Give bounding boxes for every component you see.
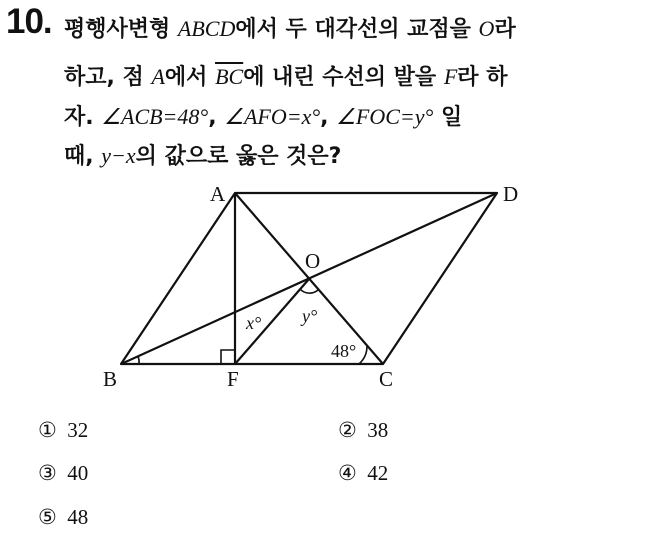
choice-mark: ①	[38, 418, 57, 442]
angle-label-48: 48°	[331, 341, 357, 361]
text: 일	[433, 105, 463, 130]
point-label-d: D	[503, 182, 519, 206]
choice-value: 42	[367, 461, 389, 485]
text: 라 하	[457, 65, 508, 90]
point-label-a: A	[210, 182, 226, 206]
math-angle-afo: ∠AFO=x°	[224, 104, 321, 129]
text: 라	[494, 17, 516, 42]
choice-1[interactable]	[38, 418, 88, 443]
right-angle-marker	[221, 350, 235, 364]
math-o: O	[478, 16, 495, 41]
angle-arc-y	[300, 289, 318, 293]
text: 에서	[164, 65, 216, 90]
text: 의 값으로 옳은 것은?	[135, 144, 342, 169]
text: 자.	[64, 105, 102, 130]
angle-label-y: y°	[302, 306, 318, 326]
text: 에 내린 수선의 발을	[243, 65, 444, 90]
point-label-f: F	[227, 367, 239, 391]
angle-arc-48	[359, 346, 367, 364]
choice-mark: ⑤	[38, 505, 57, 529]
point-label-c: C	[379, 367, 394, 391]
point-label-b: B	[103, 367, 118, 391]
angle-arc-b	[138, 356, 139, 364]
choice-5[interactable]	[38, 505, 88, 530]
question-number: 10.	[6, 2, 52, 41]
choice-3[interactable]	[38, 461, 88, 486]
choice-mark: ③	[38, 461, 57, 485]
choice-4[interactable]	[338, 461, 388, 486]
choice-value: 32	[67, 418, 89, 442]
text: 평행사변형	[64, 17, 178, 42]
text: 에서 두 대각선의 교점을	[235, 17, 479, 42]
math-angle-foc: ∠FOC=y°	[336, 104, 434, 129]
choice-mark: ②	[338, 418, 357, 442]
math-a: A	[151, 64, 165, 89]
angle-label-x: x°	[246, 313, 262, 333]
choice-value: 40	[67, 461, 89, 485]
point-label-o: O	[305, 249, 321, 273]
math-y-minus-x: y−x	[101, 143, 136, 168]
math-segment-bc: $\overline{BC}$	[215, 64, 244, 89]
text: ,	[320, 105, 337, 130]
choice-value: 48	[67, 505, 89, 529]
text: 때,	[64, 144, 102, 169]
math-angle-acb: ∠ACB=48°	[101, 104, 209, 129]
text: ,	[208, 105, 225, 130]
choice-mark: ④	[338, 461, 357, 485]
choice-value: 38	[367, 418, 389, 442]
text: 하고, 점	[64, 65, 152, 90]
choice-2[interactable]	[338, 418, 388, 443]
math-abcd: ABCD	[177, 16, 236, 41]
math-f: F	[443, 64, 458, 89]
